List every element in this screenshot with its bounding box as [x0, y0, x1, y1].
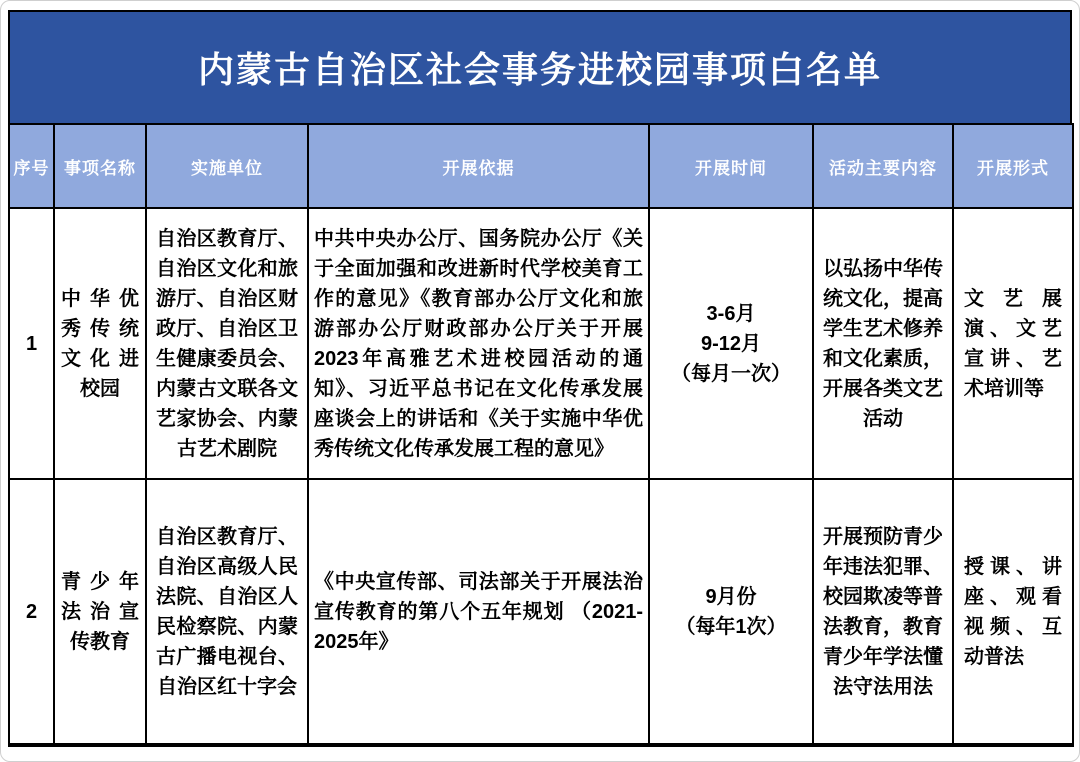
cell-main-content: 以弘扬中华传统文化，提高学生艺术修养和文化素质，开展各类文艺活动	[813, 208, 953, 479]
cell-main-content: 开展预防青少年违法犯罪、校园欺凌等普法教育，教育青少年学法懂法守法用法	[813, 479, 953, 745]
cell-form: 文艺展演、文艺宣讲、艺术培训等	[953, 208, 1073, 479]
col-header-implementing-unit: 实施单位	[146, 124, 308, 208]
cell-seq: 1	[9, 208, 54, 479]
time-line: 9月份	[705, 585, 757, 608]
cell-time	[649, 479, 813, 745]
col-header-basis: 开展依据	[308, 124, 649, 208]
cell-time	[649, 208, 813, 479]
header-row	[9, 124, 1073, 208]
col-header-main-content: 活动主要内容	[813, 124, 953, 208]
cell-item-name: 中华优秀传统文化进校园	[54, 208, 146, 479]
time-line: 9-12月	[700, 332, 762, 355]
col-header-form: 开展形式	[953, 124, 1073, 208]
time-line: （每月一次）	[671, 362, 791, 385]
cell-basis: 中共中央办公厅、国务院办公厅《关于全面加强和改进新时代学校美育工作的意见》《教育部办公厅文化和旅游部办公厅财政部办公厅关于开展2023年高雅艺术进校园活动的通知》、习近平总书记在文化传承发展座谈会上的讲话和《关于实施中华优秀传统文化传承发展工程的意见》	[308, 208, 649, 479]
page-title: 内蒙古自治区社会事务进校园事项白名单	[8, 10, 1072, 123]
table-row	[9, 479, 1073, 745]
col-header-seq: 序号	[9, 124, 54, 208]
cell-basis: 《中央宣传部、司法部关于开展法治宣传教育的第八个五年规划 （2021-2025年》	[308, 479, 649, 745]
table-row	[9, 208, 1073, 479]
cell-implementing-unit: 自治区教育厅、自治区高级人民法院、自治区人民检察院、内蒙古广播电视台、自治区红十字会	[146, 479, 308, 745]
cell-implementing-unit: 自治区教育厅、自治区文化和旅游厅、自治区财政厅、自治区卫生健康委员会、内蒙古文联各文艺家协会、内蒙古艺术剧院	[146, 208, 308, 479]
cell-item-name: 青少年法治宣传教育	[54, 479, 146, 745]
time-line: 3-6月	[706, 302, 756, 325]
col-header-item-name: 事项名称	[54, 124, 146, 208]
col-header-time: 开展时间	[649, 124, 813, 208]
cell-seq: 2	[9, 479, 54, 745]
whitelist-document	[8, 10, 1072, 747]
time-line: （每年1次）	[675, 615, 787, 638]
whitelist-table	[8, 123, 1074, 747]
cell-form: 授课、讲座、观看视频、互动普法	[953, 479, 1073, 745]
